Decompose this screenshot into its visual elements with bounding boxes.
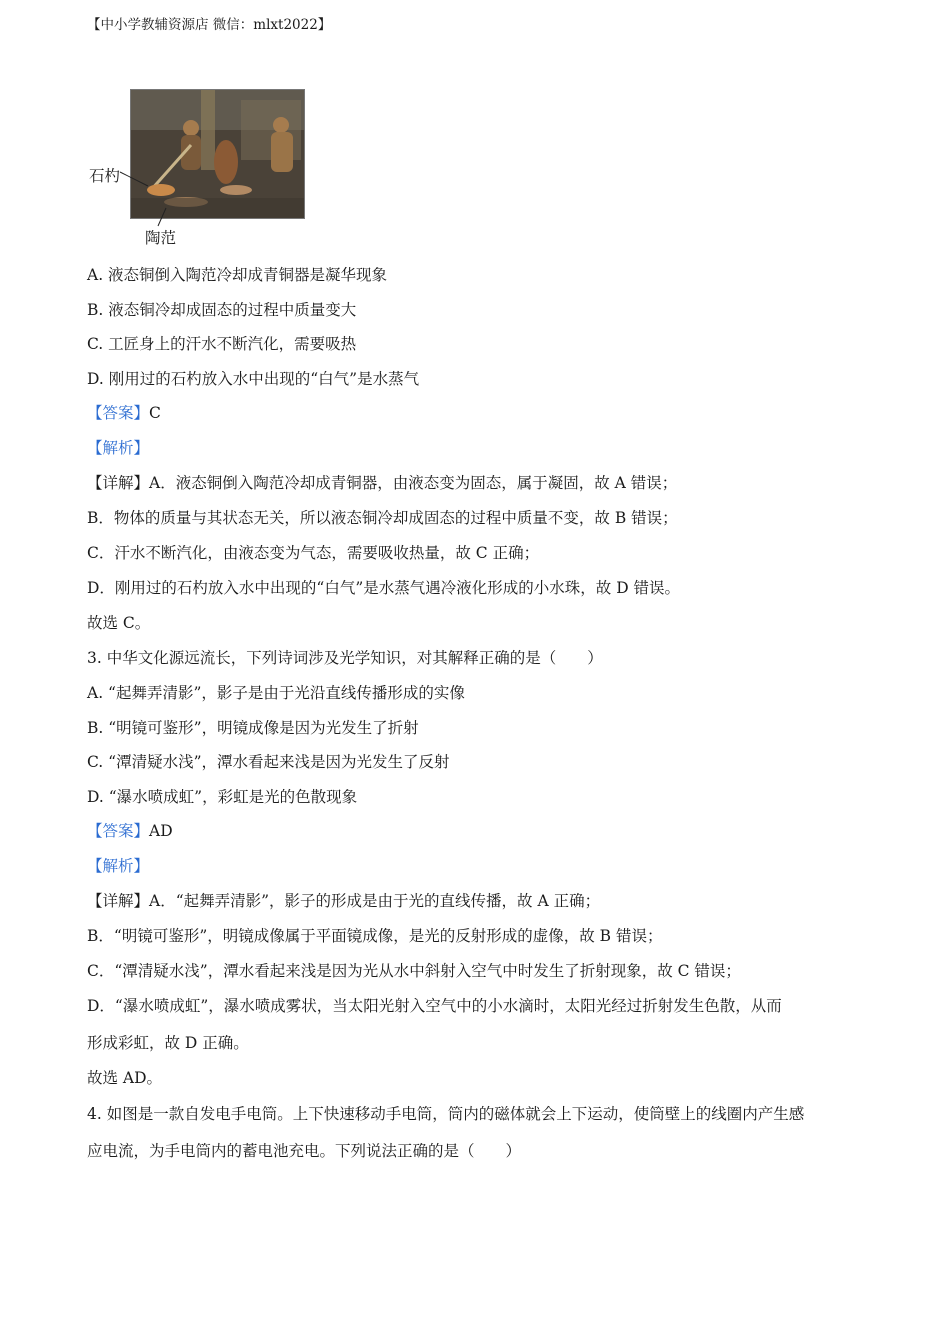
q3-answer <box>87 821 173 841</box>
q2-conclusion: 故选 C。 <box>87 614 151 632</box>
q2-answer <box>87 403 161 423</box>
detail-tag: 【详解】 <box>87 892 150 910</box>
page-header: 【中小学教辅资源店 微信：mlxt2022】 <box>87 17 332 33</box>
q3-detail-b: B．“明镜可鉴形”，明镜成像属于平面镜成像，是光的反射形成的虚像，故 B 错误； <box>87 927 663 945</box>
q2-option-a: A. 液态铜倒入陶范冷却成青铜器是凝华现象 <box>87 266 388 284</box>
q2-option-d: D. 刚用过的石杓放入水中出现的“白气”是水蒸气 <box>87 370 420 388</box>
q3-option-c: C. “潭清疑水浅”，潭水看起来浅是因为光发生了反射 <box>87 753 450 771</box>
answer-value: AD <box>149 822 173 840</box>
q2-option-c: C. 工匠身上的汗水不断汽化，需要吸热 <box>87 335 357 353</box>
q2-detail-d: D．刚用过的石杓放入水中出现的“白气”是水蒸气遇冷液化形成的小水珠，故 D 错误。 <box>87 579 681 597</box>
label-stone-ladle: 石杓 <box>89 167 121 185</box>
q3-option-d: D. “瀑水喷成虹”，彩虹是光的色散现象 <box>87 788 358 806</box>
answer-value: C <box>149 404 161 422</box>
label-pottery-mold: 陶范 <box>145 229 177 247</box>
detail-text: A．“起舞弄清影”，影子的形成是由于光的直线传播，故 A 正确； <box>149 892 601 910</box>
q3-detail-a <box>87 891 600 911</box>
q3-detail-d: D．“瀑水喷成虹”，瀑水喷成雾状，当太阳光射入空气中的小水滴时，太阳光经过折射发生色散，从而 <box>87 997 782 1015</box>
q2-detail-a <box>87 473 677 493</box>
figure-pointer-lines <box>118 168 178 228</box>
q4-stem-line-1: 4. 如图是一款自发电手电筒。上下快速移动手电筒，筒内的磁体就会上下运动，使筒壁上的线圈内产生感 <box>87 1105 805 1123</box>
q2-detail-c: C．汗水不断汽化，由液态变为气态，需要吸收热量，故 C 正确； <box>87 544 540 562</box>
q2-detail-b: B．物体的质量与其状态无关，所以液态铜冷却成固态的过程中质量不变，故 B 错误； <box>87 509 678 527</box>
q3-detail-c: C．“潭清疑水浅”，潭水看起来浅是因为光从水中斜射入空气中时发生了折射现象，故 C 错误； <box>87 962 741 980</box>
detail-tag: 【详解】 <box>87 474 150 492</box>
q3-stem: 3. 中华文化源远流长，下列诗词涉及光学知识，对其解释正确的是（ ） <box>87 649 603 667</box>
q3-conclusion: 故选 AD。 <box>87 1069 163 1087</box>
q3-option-a: A. “起舞弄清影”，影子是由于光沿直线传播形成的实像 <box>87 684 465 702</box>
q2-option-b: B. 液态铜冷却成固态的过程中质量变大 <box>87 301 357 319</box>
answer-tag: 【答案】 <box>87 822 150 840</box>
q3-analysis-tag: 【解析】 <box>87 857 150 875</box>
q3-option-b: B. “明镜可鉴形”，明镜成像是因为光发生了折射 <box>87 719 419 737</box>
q3-detail-d-cont: 形成彩虹，故 D 正确。 <box>87 1034 249 1052</box>
q2-analysis-tag: 【解析】 <box>87 439 150 457</box>
q4-stem-line-2: 应电流，为手电筒内的蓄电池充电。下列说法正确的是（ ） <box>87 1142 522 1160</box>
detail-text: A．液态铜倒入陶范冷却成青铜器，由液态变为固态，属于凝固，故 A 错误； <box>149 474 678 492</box>
answer-tag: 【答案】 <box>87 404 150 422</box>
